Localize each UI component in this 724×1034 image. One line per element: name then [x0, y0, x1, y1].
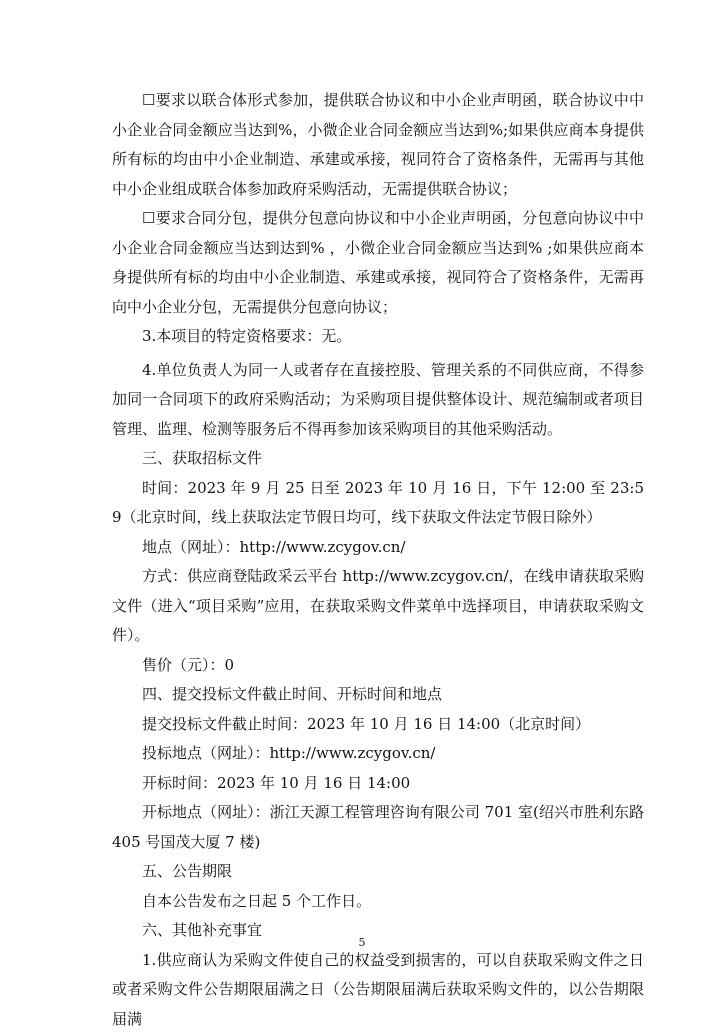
section-heading-other-matters: 六、其他补充事宜 [112, 916, 644, 946]
paragraph-supplier-rights: 1.供应商认为采购文件使自己的权益受到损害的，可以自获取采购文件之日或者采购文件公告期限届满之日（公告期限届满后获取采购文件的，以公告期限届满 [112, 946, 644, 1034]
section-heading-obtain-documents: 三、获取招标文件 [112, 444, 644, 474]
paragraph-notice-period: 自本公告发布之日起 5 个工作日。 [112, 887, 644, 917]
page-number: 5 [0, 936, 724, 950]
section-heading-submission: 四、提交投标文件截止时间、开标时间和地点 [112, 680, 644, 710]
paragraph-price: 售价（元）：0 [112, 651, 644, 681]
paragraph-bid-location: 投标地点（网址）：http://www.zcygov.cn/ [112, 739, 644, 769]
paragraph-opening-location: 开标地点（网址）：浙江天源工程管理咨询有限公司 701 室(绍兴市胜利东路 405 号国茂大厦 7 楼) [112, 798, 644, 857]
section-heading-notice-period: 五、公告期限 [112, 857, 644, 887]
paragraph-obtain-location: 地点（网址）：http://www.zcygov.cn/ [112, 533, 644, 563]
paragraph-subcontract-requirement: ☐要求合同分包，提供分包意向协议和中小企业声明函，分包意向协议中中小企业合同金额应当达到达到% ，小微企业合同金额应当达到% ;如果供应商本身提供所有标的均由中小企业制造、承建或承接，视同符合了资格条件，无需再向中小企业分包，无需提供分包意向协议； [112, 204, 644, 322]
paragraph-consortium-requirement: ☐要求以联合体形式参加，提供联合协议和中小企业声明函，联合协议中中小企业合同金额应当达到%，小微企业合同金额应当达到%;如果供应商本身提供所有标的均由中小企业制造、承建或承接，视同符合了资格条件，无需再与其他中小企业组成联合体参加政府采购活动，无需提供联合协议； [112, 86, 644, 204]
paragraph-restriction: 4.单位负责人为同一人或者存在直接控股、管理关系的不同供应商，不得参加同一合同项下的政府采购活动；为采购项目提供整体设计、规范编制或者项目管理、监理、检测等服务后不得再参加该采购项目的其他采购活动。 [112, 356, 644, 445]
paragraph-opening-time: 开标时间：2023 年 10 月 16 日 14:00 [112, 769, 644, 799]
paragraph-obtain-time: 时间：2023 年 9 月 25 日至 2023 年 10 月 16 日，下午 12:00 至 23:59（北京时间，线上获取法定节假日均可，线下获取文件法定节假日除外） [112, 474, 644, 533]
document-body [112, 86, 644, 1034]
paragraph-obtain-method: 方式：供应商登陆政采云平台 http://www.zcygov.cn/，在线申请获取采购文件（进入“项目采购”应用，在获取采购文件菜单中选择项目，申请获取采购文件）。 [112, 562, 644, 651]
paragraph-specific-qualification: 3.本项目的特定资格要求：无。 [112, 322, 644, 352]
paragraph-submission-deadline: 提交投标文件截止时间：2023 年 10 月 16 日 14:00（北京时间） [112, 710, 644, 740]
